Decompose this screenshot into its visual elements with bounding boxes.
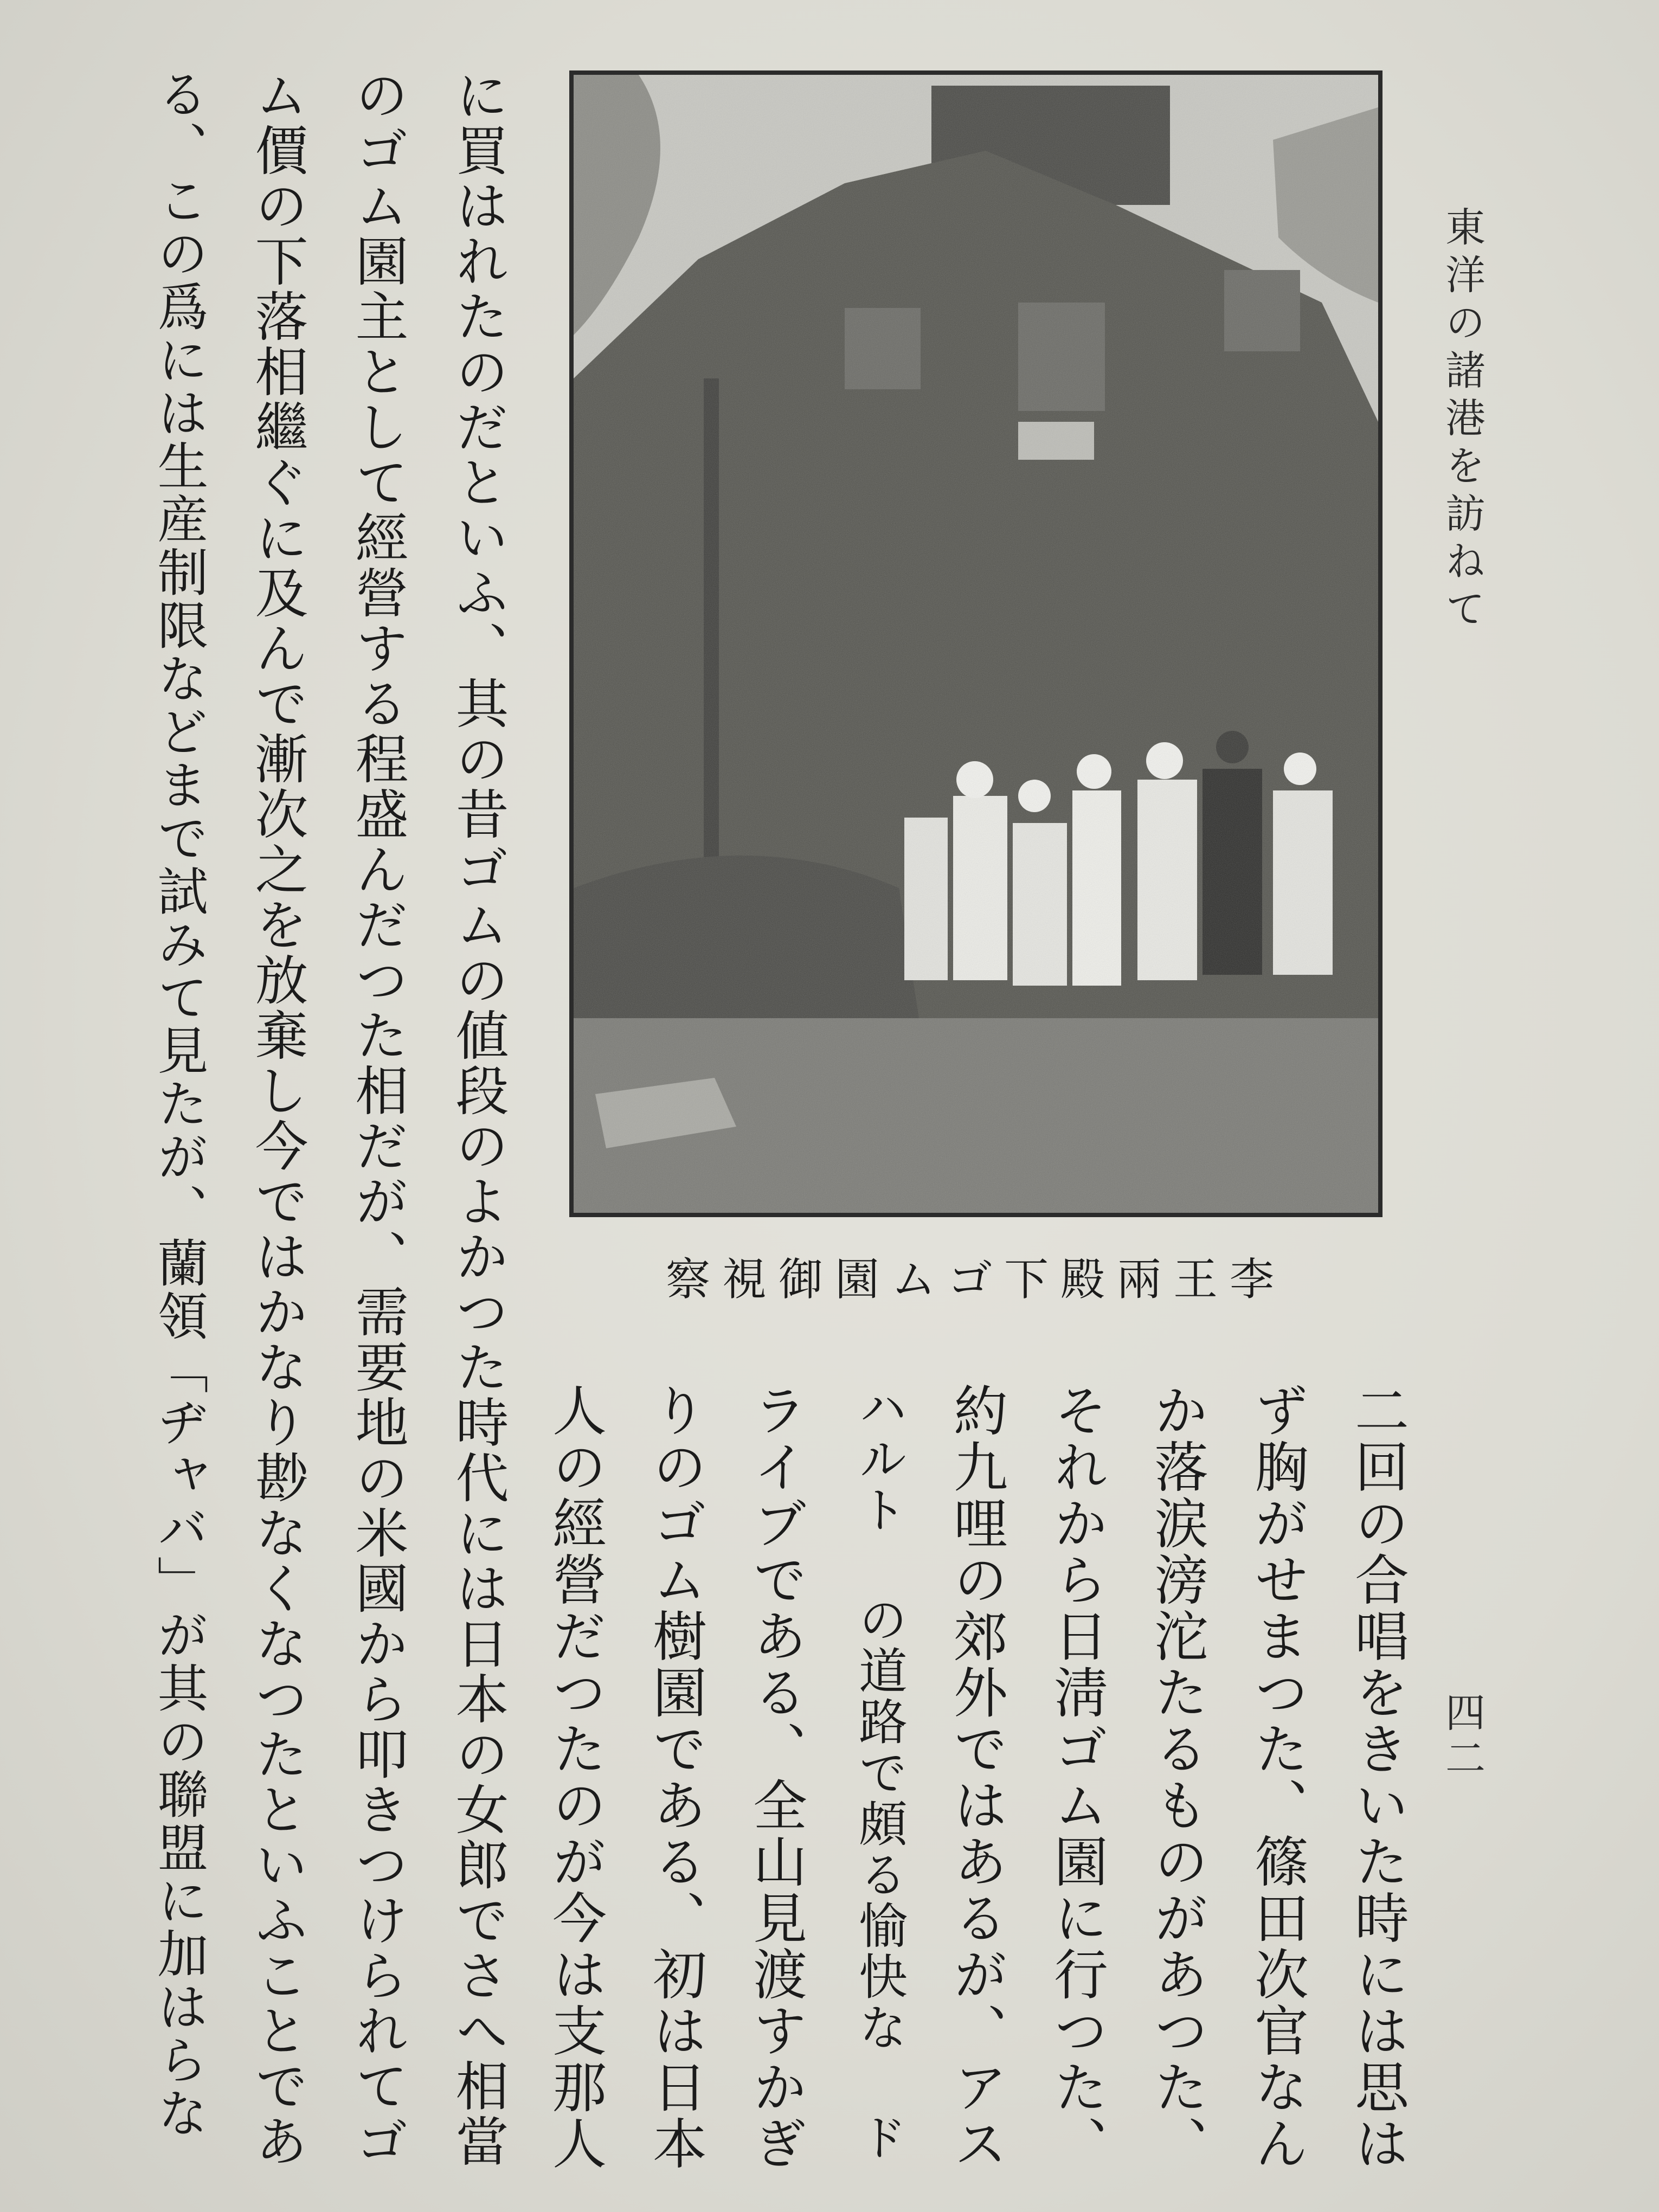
text-column: に買はれたのだといふ、其の昔ゴムの値段のよかつた時代には日本の女郎でさへ相當 <box>447 68 509 2169</box>
text-column: 約九哩の郊外ではあるが、アス <box>944 1382 1008 2172</box>
text-column: りのゴム樹園である、初は日本 <box>644 1382 707 2172</box>
text-column: る、この爲には生産制限などまで試みて見たが、蘭領「ヂャバ」が其の聯盟に加はらな <box>149 68 208 2140</box>
text-column: 人の經營だつたのが今は支那人 <box>543 1382 607 2172</box>
text-column: か落涙滂沱たるものがあつた、 <box>1145 1382 1208 2172</box>
photo-caption: 察視御園ムゴ下殿兩王李 <box>665 1254 1286 1306</box>
text-column: ム價の下落相繼ぐに及んで漸次之を放棄し今ではかなり尠なくなつたといふことであ <box>246 68 308 2169</box>
text-column: のゴム園主として經營する程盛んだつた相だが、需要地の米國から叩きつけられてゴ <box>346 68 408 2169</box>
text-column: ず胸がせまつた、篠田次官なん <box>1245 1382 1309 2172</box>
photo-image <box>574 75 1378 1213</box>
page-number: 四二 <box>1439 1692 1486 1783</box>
text-column: ライブである、全山見渡すかぎ <box>744 1382 807 2172</box>
text-column: それから日淸ゴム園に行つた、 <box>1045 1382 1108 2172</box>
text-column: ハルト の道路で頗る愉快な ド <box>850 1382 907 2163</box>
running-head: 東洋の諸港を訪ねて <box>1439 206 1486 635</box>
photograph <box>569 70 1382 1217</box>
text-column: 二回の合唱をきいた時には思は <box>1346 1382 1409 2172</box>
